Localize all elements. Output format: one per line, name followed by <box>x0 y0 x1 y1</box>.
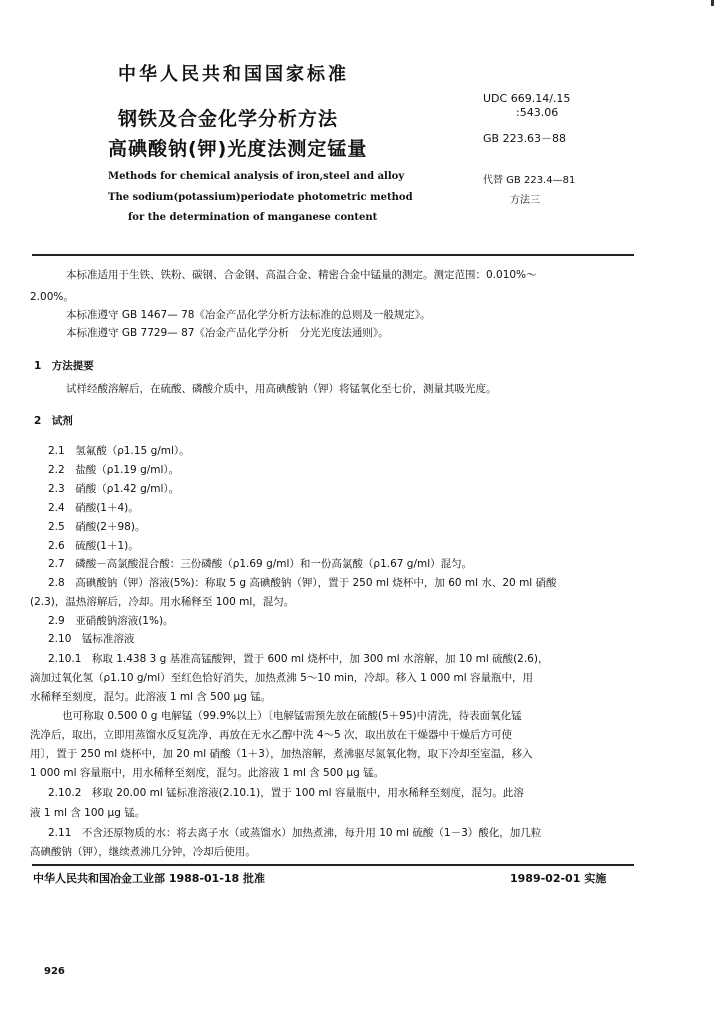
alternative-method-continued: 洗净后，取出，立即用蒸馏水反复洗净，再放在无水乙醇中洗 4～5 次，取出放在干燥器中干燥后方可使 <box>30 729 513 741</box>
alternative-method-continued: 1 000 ml 容量瓶中，用水稀释至刻度，混匀。此溶液 1 ml 含 500 μg 锰。 <box>30 767 385 779</box>
standard-reference-1: 本标准遵守 GB 1467— 78《冶金产品化学分析方法标准的总则及一般规定》。 <box>66 309 431 321</box>
reagent-item-2-8: 2.8 高碘酸钠（钾）溶液(5%)：称取 5 g 高碘酸钠（钾），置于 250 ml 烧杯中，加 60 ml 水、20 ml 硝酸 <box>48 577 557 589</box>
udc-code-continued: :543.06 <box>516 106 559 119</box>
section-1-text: 试样经酸溶解后，在硫酸、磷酸介质中，用高碘酸钠（钾）将锰氧化至七价，测量其吸光度。 <box>66 383 497 395</box>
title-line-1: 钢铁及合金化学分析方法 <box>118 108 339 130</box>
standard-reference-2: 本标准遵守 GB 7729— 87《冶金产品化学分析 分光光度法通则》。 <box>66 327 389 339</box>
replaces-standard: 代替 GB 223.4—81 <box>483 175 576 186</box>
reagent-item: 2.7 磷酸－高氯酸混合酸：三份磷酸（ρ1.69 g/ml）和一份高氯酸（ρ1.67 g/ml）混匀。 <box>48 558 473 570</box>
reagent-item-2-8-continued: (2.3)，温热溶解后，冷却。用水稀释至 100 ml，混匀。 <box>30 596 295 608</box>
national-standard-heading: 中华人民共和国国家标准 <box>118 64 349 85</box>
reagent-item-2-10-1-continued: 水稀释至刻度，混匀。此溶液 1 ml 含 500 μg 锰。 <box>30 691 272 703</box>
english-title-line-2: The sodium(potassium)periodate photometric method <box>108 192 413 203</box>
gb-code: GB 223.63－88 <box>483 132 567 145</box>
reagent-item: 2.6 硫酸(1＋1)。 <box>48 540 139 552</box>
reagent-item: 2.5 硝酸(2＋98)。 <box>48 521 146 533</box>
reagent-item-2-10-1: 2.10.1 称取 1.438 3 g 基准高锰酸钾，置于 600 ml 烧杯中，加 300 ml 水溶解，加 10 ml 硫酸(2.6)， <box>48 653 549 665</box>
reagent-item-2-10-1-continued: 滴加过氧化氢（ρ1.10 g/ml）至红色恰好消失，加热煮沸 5～10 min，冷却。移入 1 000 ml 容量瓶中，用 <box>30 672 533 684</box>
reagent-item-2-10-2: 2.10.2 移取 20.00 ml 锰标准溶液(2.10.1)，置于 100 ml 容量瓶中，用水稀释至刻度，混匀。此溶 <box>48 787 524 799</box>
implementation-date: 1989-02-01 实施 <box>510 872 607 885</box>
section-1-heading: 1 方法提要 <box>34 360 94 372</box>
section-2-heading: 2 试剂 <box>34 415 73 427</box>
reagent-item: 2.3 硝酸（ρ1.42 g/ml）。 <box>48 483 180 495</box>
reagent-item-2-10: 2.10 锰标准溶液 <box>48 633 135 645</box>
reagent-item: 2.4 硝酸(1＋4)。 <box>48 502 139 514</box>
udc-code: UDC 669.14/.15 <box>483 92 571 105</box>
scan-mark <box>711 0 714 6</box>
header-divider <box>32 254 634 256</box>
reagent-item: 2.1 氢氟酸（ρ1.15 g/ml）。 <box>48 445 190 457</box>
reagent-item-2-11-continued: 高碘酸钠（钾），继续煮沸几分钟，冷却后使用。 <box>30 846 256 858</box>
reagent-item-2-11: 2.11 不含还原物质的水：将去离子水（或蒸馏水）加热煮沸，每升用 10 ml 硫酸（1－3）酸化，加几粒 <box>48 827 542 839</box>
approval-line: 中华人民共和国冶金工业部 1988-01-18 批准 <box>33 872 266 885</box>
alternative-method: 也可称取 0.500 0 g 电解锰（99.9%以上）〔电解锰需预先放在硫酸(5＋95)中清洗，待表面氧化锰 <box>62 710 522 722</box>
scope-text-continued: 2.00%。 <box>30 291 74 303</box>
english-title-line-1: Methods for chemical analysis of iron,steel and alloy <box>108 171 405 182</box>
reagent-item-2-9: 2.9 亚硝酸钠溶液(1%)。 <box>48 615 174 627</box>
page-number: 926 <box>44 966 65 977</box>
reagent-item: 2.2 盐酸（ρ1.19 g/ml）。 <box>48 464 180 476</box>
scope-text: 本标准适用于生铁、铁粉、碳钢、合金钢、高温合金、精密合金中锰量的测定。测定范围：0.010%～ <box>66 269 537 281</box>
title-line-2: 高碘酸钠(钾)光度法测定锰量 <box>108 138 368 160</box>
reagent-item-2-10-2-continued: 液 1 ml 含 100 μg 锰。 <box>30 807 146 819</box>
alternative-method-continued: 用〕，置于 250 ml 烧杯中，加 20 ml 硝酸（1＋3），加热溶解，煮沸驱尽氮氧化物，取下冷却至室温，移入 <box>30 748 533 760</box>
english-title-line-3: for the determination of manganese content <box>128 212 378 223</box>
replaces-method: 方法三 <box>510 195 540 206</box>
footer-divider <box>32 864 634 866</box>
